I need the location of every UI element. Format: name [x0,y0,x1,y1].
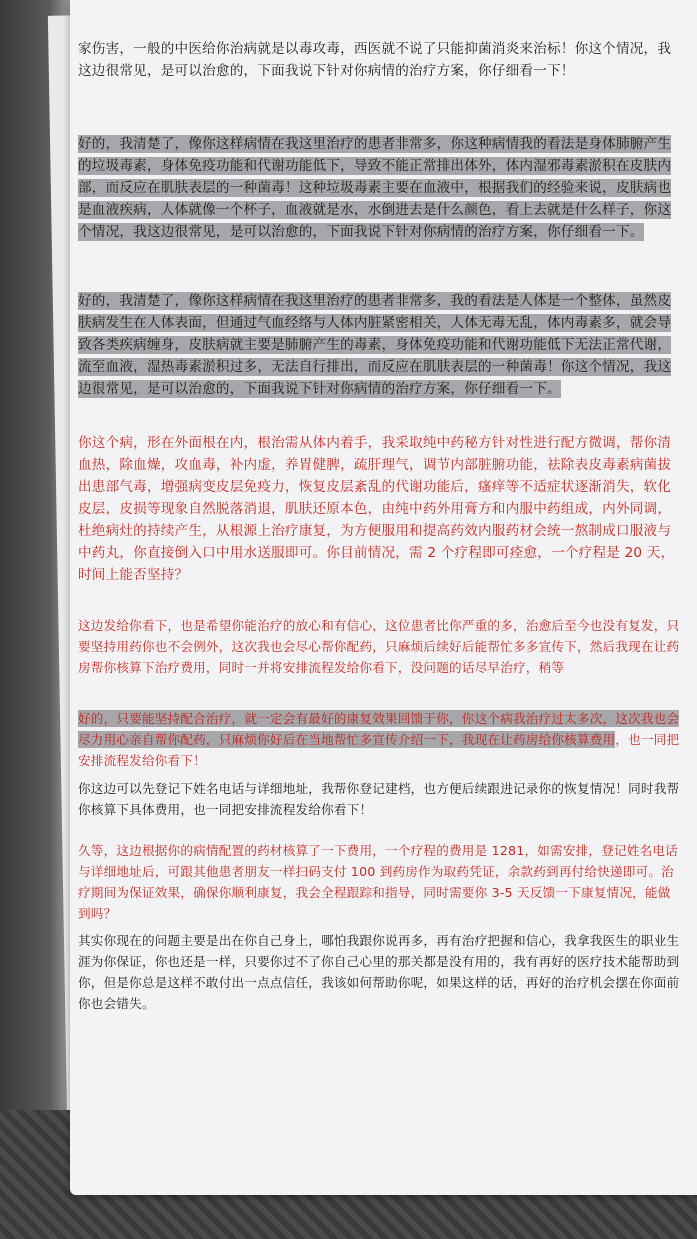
paragraph-1 [78,38,680,82]
paragraph-text: 这边发给你看下，也是希望你能治疗的放心和有信心，这位患者比你严重的多，治愈后至今也没有复发，只要坚持用药你也不会例外，这次我也会尽心帮你配药，只麻烦后续好后能帮忙多多宣传下，然后我现在让药房帮你核算下治疗费用，同时一并将安排流程发给你看下，没问题的话尽早治疗，稍等 [78,618,680,675]
paragraph-text: 久等，这边根据你的病情配置的药材核算了一下费用，一个疗程的费用是 1281，如需安排，登记姓名电话与详细地址后，可跟其他患者朋友一样扫码支付 100 到药房作为取药凭证，余款药到再付给快递即可。治疗期间为保证效果，确保你顺利康复，我会全程跟踪和指导，同时需要你 3-5 天反馈一下康复情况，能做到吗？ [78,843,678,921]
paragraph-text: 你这个病，形在外面根在内，根治需从体内着手，我采取纯中药秘方针对性进行配方微调，帮你清血热，除血燥，攻血毒，补内虚，养胃健脾，疏肝理气，调节内部脏腑功能，祛除表皮毒素病菌拔出患部气毒，增强病变皮层免疫力，恢复皮层紊乱的代谢功能后，瘙痒等不适症状逐渐消失，软化皮层，皮损等现象自然脱落消退，肌肤还原本色，由纯中药外用膏方和内服中药组成，内外同调，杜绝病灶的持续产生，从根源上治疗康复，为方便服用和提高药效内服药材会统一熬制成口服液与中药丸，你直接倒入口中用水送服即可。你目前情况，需 2 个疗程即可痊愈，一个疗程是 20 天，时间上能否坚持？ [78,435,675,583]
paragraph-8-red [78,840,680,924]
paragraph-9 [78,930,680,1014]
paragraph-5-red [78,615,680,678]
paragraph-text: 你这边可以先登记下姓名电话与详细地址，我帮你登记建档，也方便后续跟进记录你的恢复情况！同时我帮你核算下具体费用，也一同把安排流程发给你看下！ [78,781,680,817]
paragraph-3-highlighted [78,290,680,400]
printed-page [70,0,697,1195]
paragraph-text: 其实你现在的问题主要是出在你自己身上，哪怕我跟你说再多，再有治疗把握和信心，我拿我医生的职业生涯为你保证，你也还是一样，只要你过不了你自己心里的那关都是没有用的，我有再好的医疗技术能帮助到你，但是你总是这样不敢付出一点点信任，我该如何帮助你呢，如果这样的话，再好的治疗机会摆在你面前你也会错失。 [78,933,680,1011]
paragraph-text: 好的，我清楚了，像你这样病情在我这里治疗的患者非常多，我的看法是人体是一个整体，虽然皮肤病发生在人体表面，但通过气血经络与人体内脏紧密相关，人体无毒无乱，体内毒素多，就会导致各类疾病缠身，皮肤病就主要是肺腑产生的毒素，身体免疫功能和代谢功能低下无法正常代谢，流至血液，湿热毒素淤积过多，无法自行排出，而反应在肌肤表层的一种菌毒！你这个情况，我这边很常见，是可以治愈的，下面我说下针对你病情的治疗方案，你仔细看一下。 [78,293,672,397]
paragraph-text: 好的，我清楚了，像你这样病情在我这里治疗的患者非常多，你这种病情我的看法是身体肺腑产生的垃圾毒素，身体免疫功能和代谢功能低下，导致不能正常排出体外，体内湿邪毒素淤积在皮肤内部，而反应在肌肤表层的一种菌毒！这种垃圾毒素主要在血液中，根据我们的经验来说，皮肤病也是血液疾病，人体就像一个杯子，血液就是水，水倒进去是什么颜色，看上去就是什么样子，你这个情况，我这边很常见，是可以治愈的，下面我说下针对你病情的治疗方案，你仔细看一下。 [78,136,672,240]
paragraph-6-red-highlighted [78,708,680,771]
paragraph-7 [78,778,680,820]
paragraph-text: 家伤害，一般的中医给你治病就是以毒攻毒，西医就不说了只能抑菌消炎来治标！你这个情况，我这边很常见，是可以治愈的，下面我说下针对你病情的治疗方案，你仔细看一下！ [78,41,672,79]
paragraph-text: 好的，只要能坚持配合治疗，就一定会有最好的康复效果回馈于你，你这个病我治疗过太多次，这次我也会尽力用心亲自帮你配药，只麻烦你好后在当地帮忙多宣传介绍一下，我现在让药房给你核算费用 [78,711,680,747]
paragraph-tail: ，也一同把安排流程发给你看下！ [78,732,680,768]
paragraph-4-red [78,432,680,586]
paragraph-2-highlighted [78,133,680,243]
